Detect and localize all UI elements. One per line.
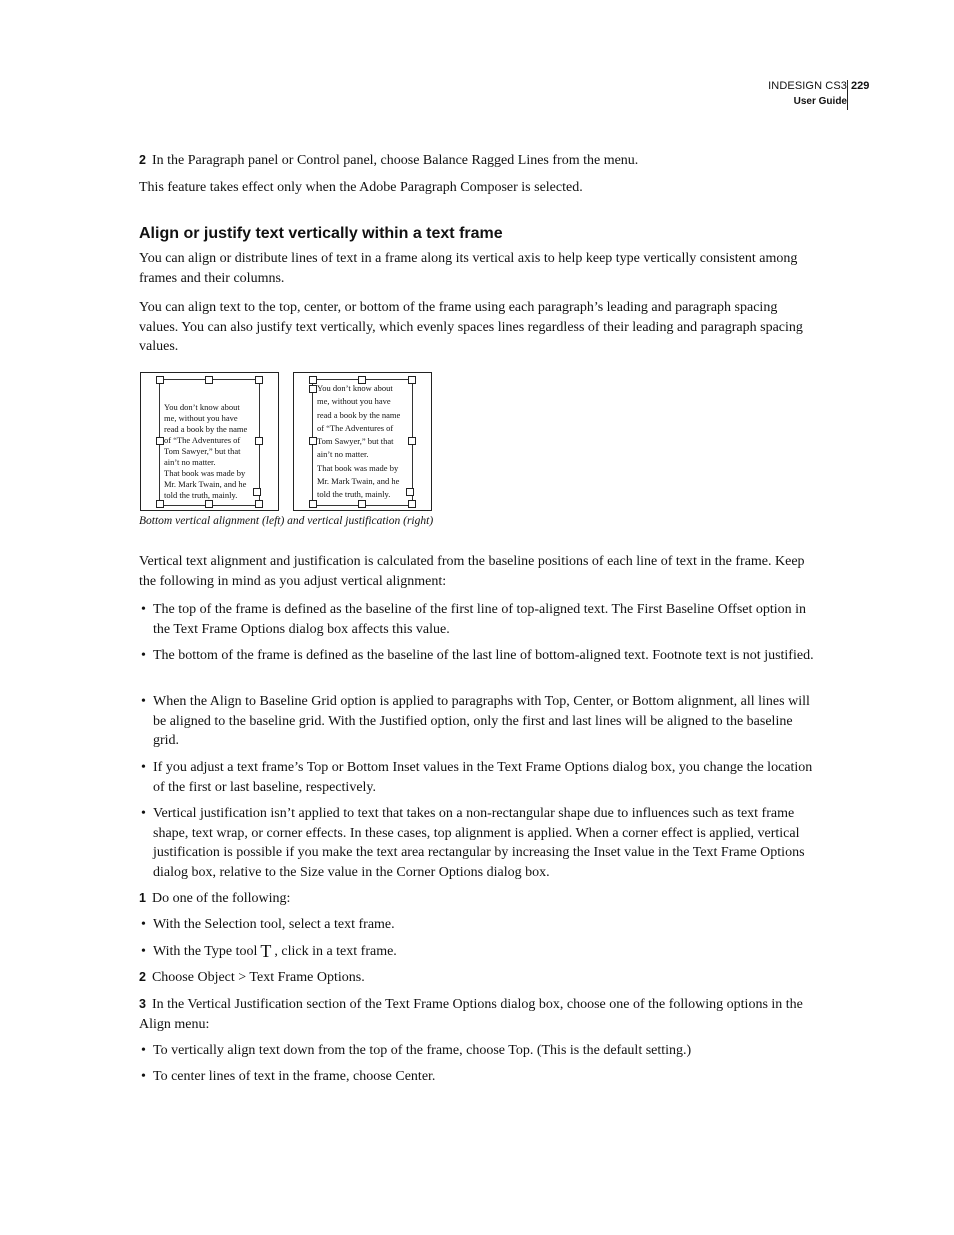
frame-line: ain’t no matter. [164, 457, 216, 467]
frame-handle [205, 500, 213, 508]
frame-line: me, without you have [164, 413, 238, 423]
frame-handle [255, 500, 263, 508]
type-tool-icon: T [260, 941, 272, 961]
bullet-icon: • [141, 806, 146, 821]
list-item [139, 600, 815, 639]
frame-line: You don’t know about [164, 402, 240, 412]
list-item-text: The bottom of the frame is defined as the baseline of the last line of bottom-aligned text. Footnote text is not justified. [153, 648, 814, 663]
list-item [139, 646, 815, 666]
list-item-text: Vertical justification isn’t applied to text that takes on a non-rectangular shape due to influences such as text frame shape, text wrap, or corner effects. In these cases, top alignment is applied. When a corner effect is applied, vertical justification is possible if you make the text area rectangular by increasing the Inset value in the Text Frame Options dialog box, relative to the Size value in the Corner Options dialog box. [153, 806, 805, 880]
frame-line: read a book by the name [317, 409, 401, 420]
frame-line: ain’t no matter. [317, 449, 369, 460]
running-header [768, 79, 847, 109]
step-number: 3 [139, 997, 146, 1011]
list-item [139, 942, 815, 962]
step-number: 2 [139, 153, 146, 167]
composer-note: This feature takes effect only when the Adobe Paragraph Composer is selected. [139, 180, 583, 195]
frame-handle [309, 500, 317, 508]
frame-line: told the truth, mainly. [164, 490, 238, 500]
frame-text-left [164, 402, 247, 501]
frame-handle [156, 376, 164, 384]
type-tool-text: With the Type tool [153, 944, 258, 959]
frame-line: Tom Sawyer,” but that [317, 436, 394, 447]
page-number: 229 [851, 80, 870, 92]
product-name: INDESIGN CS3 [768, 80, 847, 92]
intro-paragraph-1: You can align or distribute lines of text in a frame along its vertical axis to help keep type vertically consistent among frames and their columns. [139, 251, 798, 286]
list-item-text: To center lines of text in the frame, choose Center. [153, 1069, 436, 1084]
frame-line: Mr. Mark Twain, and he [164, 479, 247, 489]
frame-line: Tom Sawyer,” but that [164, 446, 241, 456]
list-item-text: To vertically align text down from the top of the frame, choose Top. (This is the default setting.) [153, 1043, 692, 1058]
list-item [139, 1041, 815, 1061]
guide-name: User Guide [793, 96, 847, 107]
step-text: In the Vertical Justification section of the Text Frame Options dialog box, choose one of the following options in the Align menu: [139, 997, 803, 1032]
bullet-icon: • [141, 760, 146, 775]
list-item-text: If you adjust a text frame’s Top or Bottom Inset values in the Text Frame Options dialog box, you change the location of the first or last baseline, respectively. [153, 760, 813, 795]
section-heading: Align or justify text vertically within a text frame [139, 225, 503, 242]
step-number: 1 [139, 891, 146, 905]
bullet-icon: • [141, 602, 146, 617]
frame-handle [309, 437, 317, 445]
out-port-icon [253, 488, 261, 496]
list-item [139, 915, 815, 935]
bullet-icon: • [141, 694, 146, 709]
frame-line: of “The Adventures of [317, 422, 394, 433]
frame-line: That book was made by [164, 468, 246, 478]
frame-handle [408, 500, 416, 508]
bullet-icon: • [141, 648, 146, 663]
frame-handle [408, 437, 416, 445]
frame-handle [205, 376, 213, 384]
figure-caption: Bottom vertical alignment (left) and vertical justification (right) [139, 515, 434, 527]
frame-handle [156, 437, 164, 445]
figure-vertical-justification [293, 372, 432, 511]
frame-line: Mr. Mark Twain, and he [317, 476, 400, 487]
bullet-icon: • [141, 1069, 146, 1084]
step-text: Do one of the following: [151, 891, 291, 906]
list-item-text: The top of the frame is defined as the baseline of the first line of top-aligned text. The First Baseline Offset option in the Text Frame Options dialog box affects this value. [153, 602, 807, 637]
step-text: In the Paragraph panel or Control panel, choose Balance Ragged Lines from the menu. [151, 153, 639, 168]
bullet-icon: • [141, 1043, 146, 1058]
step-1 [139, 889, 815, 909]
in-port-icon [309, 385, 317, 393]
step-number: 2 [139, 970, 146, 984]
bullet-icon: • [141, 944, 146, 959]
figure-bottom-alignment [140, 372, 279, 511]
frame-handle [408, 376, 416, 384]
list-item-text: When the Align to Baseline Grid option is applied to paragraphs with Top, Center, or Bottom alignment, all lines will be aligned to the baseline grid. With the Justified option, only the first and last lines will be aligned to the baseline grid. [153, 694, 810, 748]
calc-paragraph: Vertical text alignment and justification is calculated from the baseline positions of each line of text in the frame. Keep the following in mind as you adjust vertical alignment: [139, 554, 805, 589]
frame-line: told the truth, mainly. [317, 489, 391, 500]
step-3 [139, 995, 815, 1034]
step-text: Choose Object > Text Frame Options. [151, 970, 365, 985]
list-item-text: With the Selection tool, select a text frame. [153, 917, 395, 932]
step-2 [139, 968, 815, 988]
out-port-icon [406, 488, 414, 496]
frame-handle [156, 500, 164, 508]
list-item [139, 692, 815, 751]
step-balance-ragged [139, 151, 815, 171]
list-item [139, 758, 815, 797]
frame-line: me, without you have [317, 396, 391, 407]
frame-line: of “The Adventures of [164, 435, 241, 445]
frame-line: read a book by the name [164, 424, 248, 434]
frame-line: That book was made by [317, 462, 399, 473]
frame-line: You don’t know about [317, 383, 393, 393]
header-divider [847, 80, 848, 110]
frame-handle [309, 376, 317, 384]
intro-paragraph-2: You can align text to the top, center, or bottom of the frame using each paragraph’s leading and paragraph spacing values. You can also justify text vertically, which evenly spaces lines regardless of their leading and paragraph spacing values. [139, 300, 803, 354]
type-tool-text-after: , click in a text frame. [274, 944, 397, 959]
list-item [139, 804, 815, 882]
list-item [139, 1067, 815, 1087]
list-item-text [153, 942, 815, 962]
frame-handle [255, 376, 263, 384]
bullet-icon: • [141, 917, 146, 932]
frame-text-right [317, 382, 400, 502]
frame-handle [255, 437, 263, 445]
